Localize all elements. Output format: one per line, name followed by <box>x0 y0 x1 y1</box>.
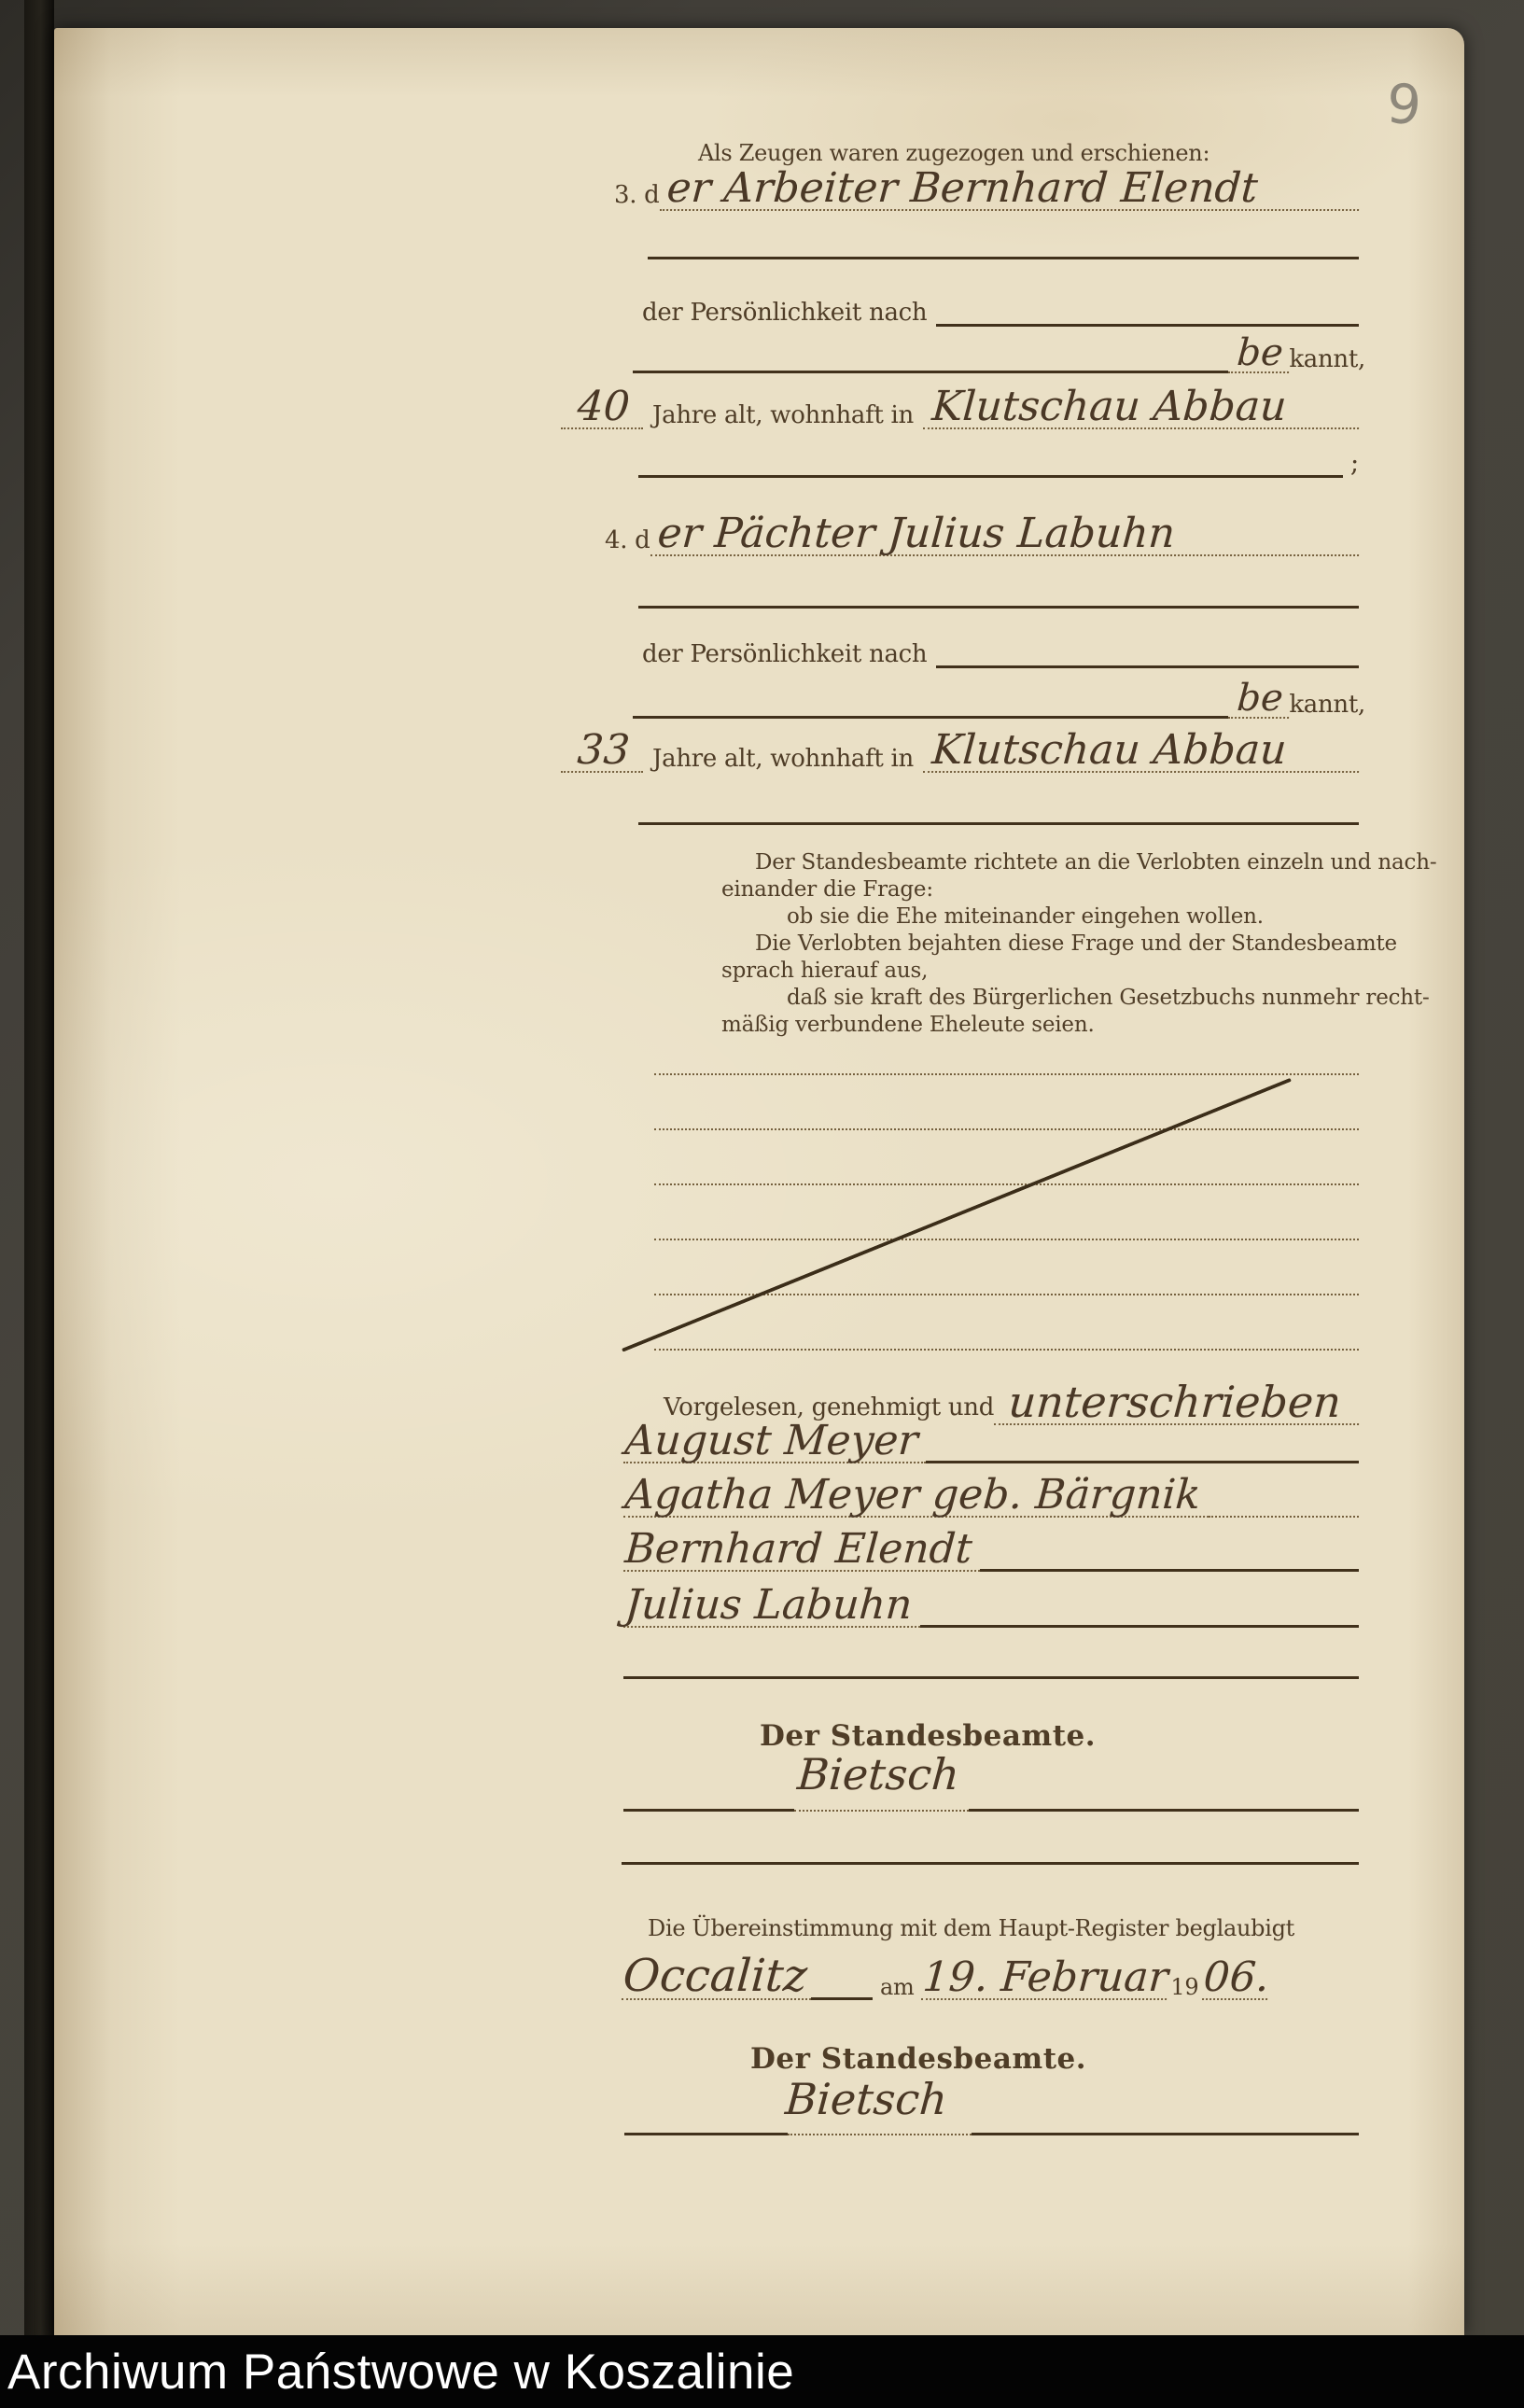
witness3-residence-handwriting: Klutschau Abbau <box>923 386 1362 429</box>
ruled-line <box>794 1810 969 1812</box>
witness3-number: 3. d <box>614 181 660 209</box>
kannt-label: kannt, <box>1289 691 1365 719</box>
archive-caption-bar <box>0 2335 1524 2408</box>
witness3-be-handwriting: be <box>1228 334 1292 373</box>
ruled-line <box>980 1569 1359 1572</box>
kannt-label: kannt, <box>1289 345 1365 373</box>
declaration-paragraph <box>721 849 1437 1039</box>
declaration-line: sprach hierauf aus, <box>721 959 929 983</box>
ruled-line <box>920 1625 1359 1628</box>
cancelled-blank-line <box>654 1239 1359 1240</box>
witness3-name-row <box>614 159 1359 211</box>
ruled-line <box>633 716 1228 719</box>
signature-row <box>623 1463 1359 1518</box>
witness4-name-handwriting: er Pächter Julius Labuhn <box>650 513 1363 556</box>
ruled-line <box>811 1997 873 2000</box>
witness3-age-row <box>561 385 1359 429</box>
witness4-identity-row <box>642 638 1359 668</box>
witness3-end-row <box>638 448 1359 478</box>
declaration-line: mäßig verbundene Eheleute seien. <box>721 1013 1095 1037</box>
witness4-be-handwriting: be <box>1228 679 1292 719</box>
pencil-page-number: 9 <box>1384 71 1424 138</box>
signature-handwriting: Bernhard Elendt <box>623 1529 983 1572</box>
unterschrieben-handwriting: unterschrieben <box>994 1380 1362 1425</box>
declaration-line: ob sie die Ehe miteinander eingehen wollen. <box>787 904 1264 929</box>
certification-line: Die Übereinstimmung mit dem Haupt-Register beglaubigt <box>648 1915 1294 1941</box>
witness4-name-row <box>605 504 1359 556</box>
ruled-line <box>638 475 1343 478</box>
signature-row <box>623 1518 1359 1572</box>
ruled-line <box>623 1809 794 1812</box>
registrar-signature-handwriting: Bietsch <box>783 2074 949 2124</box>
vorgelesen-label: Vorgelesen, genehmigt und <box>664 1393 995 1421</box>
date-handwriting: 19. Februar <box>921 1953 1170 2001</box>
witness3-name-handwriting: er Arbeiter Bernhard Elendt <box>660 168 1363 211</box>
book-binding-strip <box>24 0 54 2335</box>
ruled-line <box>972 2133 1359 2135</box>
cancelled-blank-line <box>654 1128 1359 1130</box>
witness3-age-handwriting: 40 <box>561 386 646 429</box>
signature-handwriting: Agatha Meyer geb. Bärgnik <box>623 1475 1211 1518</box>
year-printed-prefix: 19 <box>1170 1974 1199 2000</box>
age-label: Jahre alt, wohnhaft in <box>652 401 914 429</box>
ruled-line <box>936 324 1359 327</box>
year-handwriting: 06. <box>1202 1953 1271 2001</box>
ruled-line <box>622 1862 1359 1865</box>
witness4-bekannt-row <box>633 677 1365 720</box>
signature-handwriting: Julius Labuhn <box>623 1585 923 1628</box>
ruled-line <box>936 665 1359 668</box>
ruled-line <box>633 371 1228 373</box>
signature-handwriting: August Meyer <box>623 1421 929 1463</box>
place-handwriting: Occalitz <box>622 1953 815 2000</box>
ruled-line <box>638 822 1359 825</box>
cancelled-blank-line <box>654 1349 1359 1351</box>
witness-intro-line: Als Zeugen waren zugezogen und erschienen: <box>698 140 1210 166</box>
witness3-identity-row <box>642 297 1359 327</box>
declaration-line: Die Verlobten bejahten diese Frage und der Standesbeamte <box>755 931 1397 956</box>
age-label: Jahre alt, wohnhaft in <box>652 745 914 773</box>
persoenlichkeit-label: der Persönlichkeit nach <box>642 299 928 327</box>
registrar-title: Der Standesbeamte. <box>760 1719 1097 1753</box>
registrar-title: Der Standesbeamte. <box>750 2042 1087 2076</box>
witness4-age-row <box>561 728 1359 773</box>
cancellation-stroke <box>622 1078 1292 1352</box>
cancelled-blank-line <box>654 1073 1359 1075</box>
persoenlichkeit-label: der Persönlichkeit nach <box>642 640 928 668</box>
document-page <box>54 28 1464 2335</box>
cancelled-blank-line <box>654 1183 1359 1185</box>
archive-caption-label: Archiwum Państwowe w Koszalinie <box>7 2344 795 2400</box>
ruled-line <box>969 1809 1359 1812</box>
witness3-bekannt-row <box>633 331 1365 374</box>
declaration-line: Der Standesbeamte richtete an die Verlobten einzeln und nach- <box>755 850 1437 875</box>
witness4-number: 4. d <box>605 526 650 554</box>
signature-row <box>623 1409 1359 1463</box>
witness4-residence-handwriting: Klutschau Abbau <box>923 730 1362 773</box>
ruled-line <box>624 2133 788 2135</box>
declaration-line: einander die Frage: <box>721 877 933 902</box>
signature-row <box>623 1574 1359 1628</box>
ruled-line <box>788 2134 972 2135</box>
ruled-line <box>638 606 1359 609</box>
ruled-line <box>648 257 1359 259</box>
witness3-end-mark: ; <box>1349 447 1359 478</box>
certification-date-row <box>622 1944 1359 2000</box>
witness4-age-handwriting: 33 <box>561 730 646 773</box>
am-label: am <box>880 1974 915 2000</box>
ruled-line <box>623 1676 1359 1679</box>
declaration-line: daß sie kraft des Bürgerlichen Gesetzbuchs nunmehr recht- <box>787 986 1430 1010</box>
registrar-signature-handwriting: Bietsch <box>795 1749 961 1799</box>
